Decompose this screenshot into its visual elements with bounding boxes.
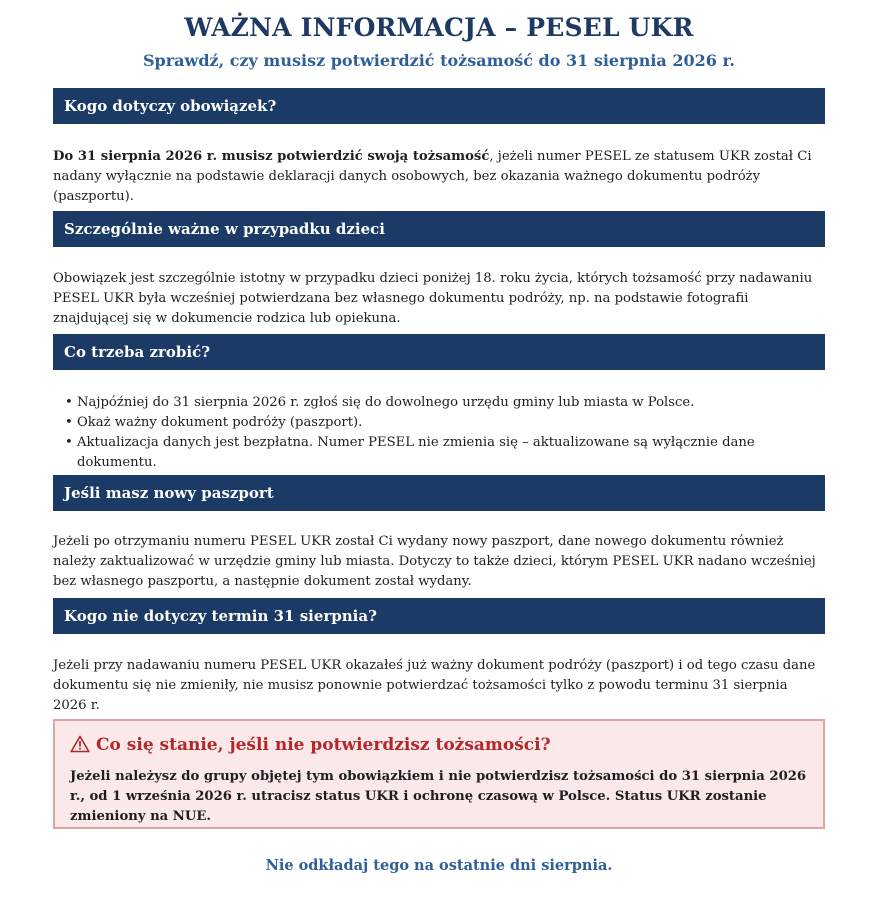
bullet-dot-icon: •	[65, 415, 73, 430]
list-item	[65, 433, 825, 473]
section-heading-what-to-do: Co trzeba zrobić?	[53, 334, 825, 370]
section-text-exempt: Jeżeli przy nadawaniu numeru PESEL UKR okazałeś już ważny dokument podróży (paszport) i od tego czasu dane dokumentu się nie zmieniły, nie musisz ponownie potwierdzać tożsamości tylko z powodu terminu 31 sierpnia 2026 r.	[53, 658, 816, 713]
list-item-text: Najpóźniej do 31 sierpnia 2026 r. zgłoś się do dowolnego urzędu gminy lub miasta w Polsce.	[77, 395, 695, 410]
footer-note: Nie odkładaj tego na ostatnie dni sierpnia.	[265, 857, 613, 874]
what-to-do-list	[65, 393, 825, 473]
list-item-text: Okaż ważny dokument podróży (paszport).	[77, 415, 363, 430]
warning-box	[53, 719, 825, 829]
page-title: WAŻNA INFORMACJA – PESEL UKR	[184, 13, 694, 42]
section-text-new-passport: Jeżeli po otrzymaniu numeru PESEL UKR został Ci wydany nowy paszport, dane nowego dokumentu również należy zaktualizować w urzędzie gminy lub miasta. Dotyczy to także dzieci, którym PESEL UKR nadano wcześniej bez własnego paszportu, a następnie dokument został wydany.	[53, 534, 816, 589]
warning-triangle-icon	[70, 735, 90, 753]
warning-text: Jeżeli należysz do grupy objętej tym obowiązkiem i nie potwierdzisz tożsamości do 31 sierpnia 2026 r., od 1 września 2026 r. utracisz status UKR i ochronę czasową w Polsce. Status UKR zostanie zmieniony na NUE.	[70, 769, 807, 824]
section-text-obligation-rest: , jeżeli numer PESEL ze statusem UKR został Ci nadany wyłącznie na podstawie deklaracji danych osobowych, bez okazania ważnego dokumentu podróży (paszportu).	[53, 149, 812, 204]
page-subtitle: Sprawdź, czy musisz potwierdzić tożsamość do 31 sierpnia 2026 r.	[143, 51, 735, 70]
warning-title	[70, 733, 551, 757]
section-text-children: Obowiązek jest szczególnie istotny w przypadku dzieci poniżej 18. roku życia, których tożsamość przy nadawaniu PESEL UKR była wcześniej potwierdzana bez własnego dokumentu podróży, np. na podstawie fotografii znajdującej się w dokumencie rodzica lub opiekuna.	[53, 271, 813, 326]
section-text-obligation	[53, 147, 825, 207]
section-heading-exempt: Kogo nie dotyczy termin 31 sierpnia?	[53, 598, 825, 634]
list-item-text: Aktualizacja danych jest bezpłatna. Numer PESEL nie zmienia się – aktualizowane są wyłącznie dane dokumentu.	[77, 435, 755, 470]
bullet-dot-icon: •	[65, 435, 73, 450]
list-item	[65, 393, 825, 413]
section-text-obligation-bold: Do 31 sierpnia 2026 r. musisz potwierdzić swoją tożsamość	[53, 149, 490, 164]
warning-title-text: Co się stanie, jeśli nie potwierdzisz tożsamości?	[96, 735, 551, 755]
section-heading-children: Szczególnie ważne w przypadku dzieci	[53, 211, 825, 247]
bullet-dot-icon: •	[65, 395, 73, 410]
section-heading-new-passport: Jeśli masz nowy paszport	[53, 475, 825, 511]
list-item	[65, 413, 825, 433]
section-heading-obligation: Kogo dotyczy obowiązek?	[53, 88, 825, 124]
